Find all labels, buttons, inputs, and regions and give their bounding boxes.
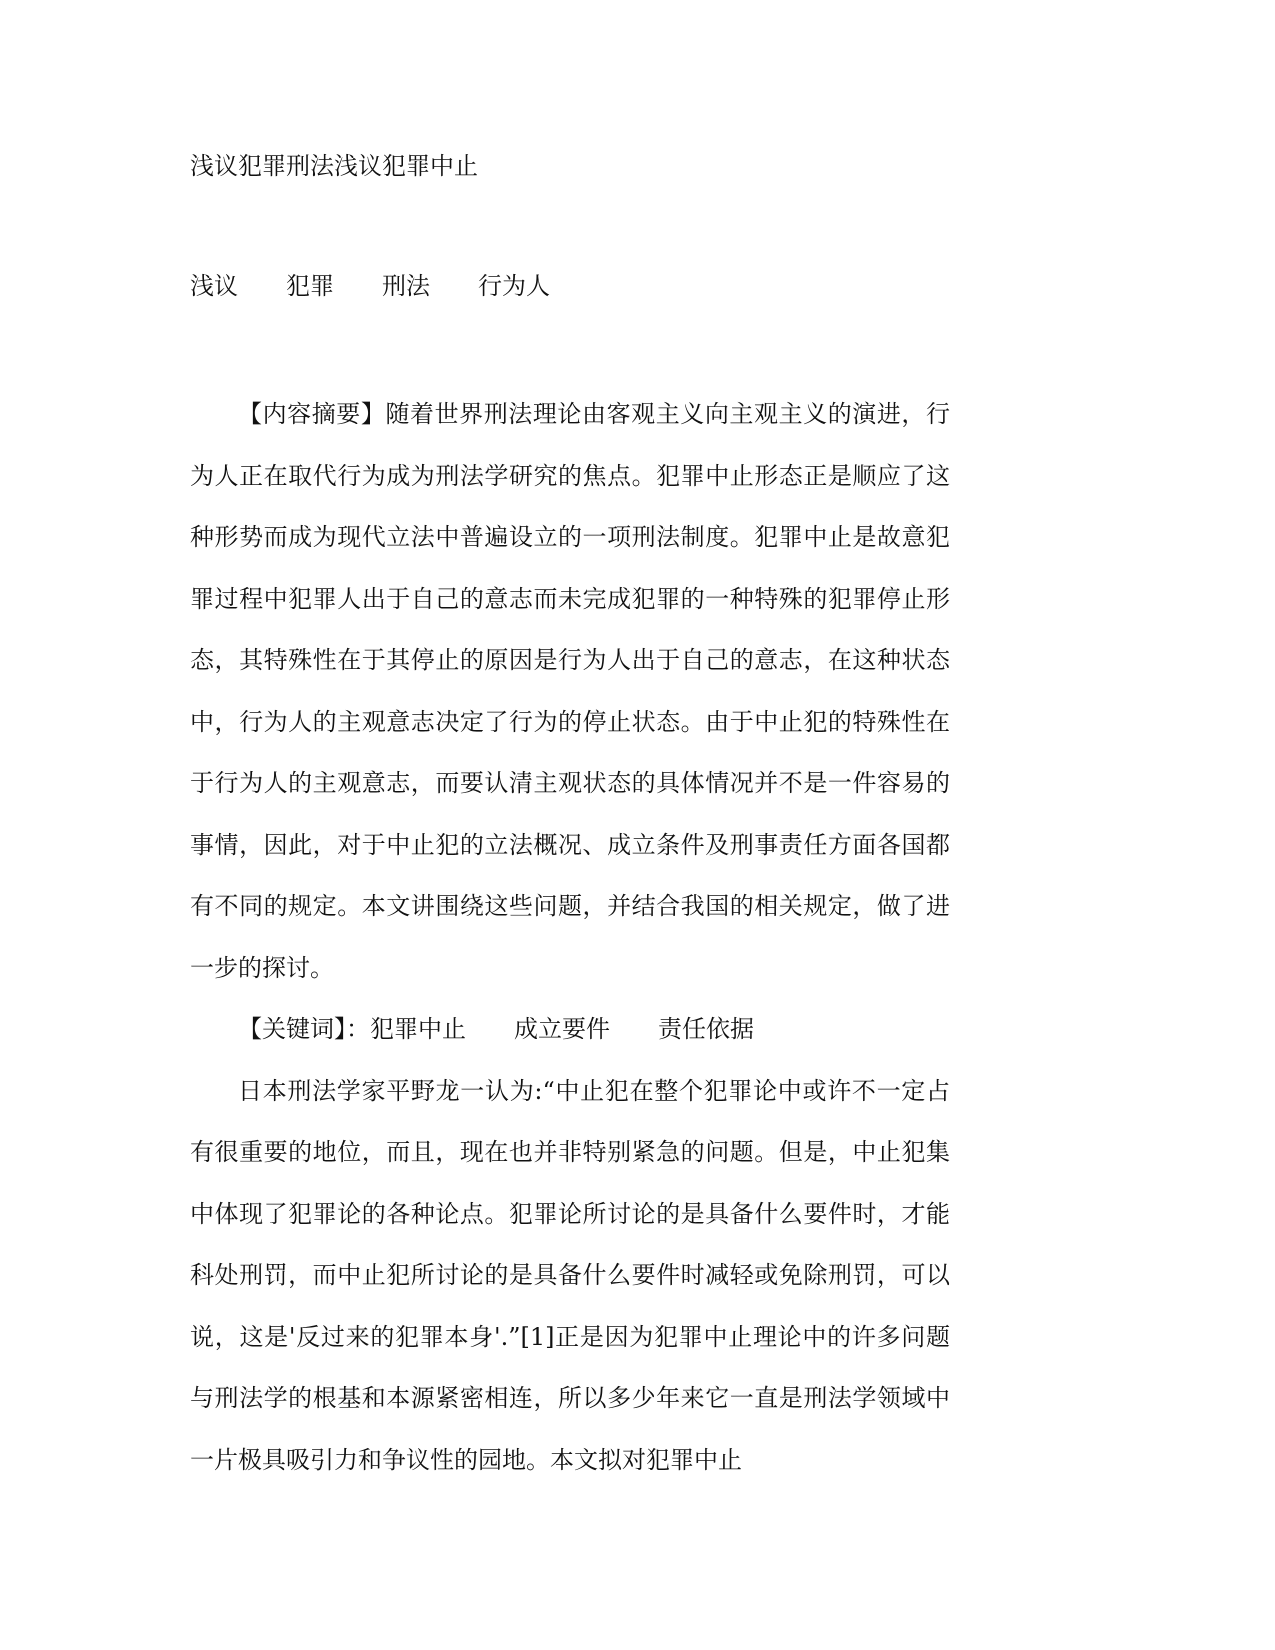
- tag-item: 刑法: [382, 272, 430, 300]
- abstract-label: 【内容摘要】: [238, 400, 386, 428]
- keywords-line: [190, 999, 950, 1061]
- tag-item: 犯罪: [286, 272, 334, 300]
- keywords-label: 【关键词】：: [238, 1015, 370, 1043]
- keyword-item: 犯罪中止: [370, 1015, 466, 1043]
- body-paragraph: 日本刑法学家平野龙一认为:“中止犯在整个犯罪论中或许不一定占有很重要的地位，而且，现在也并非特别紧急的问题。但是，中止犯集中体现了犯罪论的各种论点。犯罪论所讨论的是具备什么要件时，才能科处刑罚，而中止犯所讨论的是具备什么要件时减轻或免除刑罚，可以说，这是'反过来的犯罪本身'.”[1]正是因为犯罪中止理论中的许多问题与刑法学的根基和本源紧密相连，所以多少年来它一直是刑法学领域中一片极具吸引力和争议性的园地。本文拟对犯罪中止: [190, 1076, 950, 1474]
- document-title: 浅议犯罪刑法浅议犯罪中止: [190, 152, 478, 180]
- keyword-item: 成立要件: [514, 1015, 610, 1043]
- tag-item: 浅议: [190, 272, 238, 300]
- abstract-text: 随着世界刑法理论由客观主义向主观主义的演进，行为人正在取代行为成为刑法学研究的焦点。犯罪中止形态正是顺应了这种形势而成为现代立法中普遍设立的一项刑法制度。犯罪中止是故意犯罪过程中犯罪人出于自己的意志而未完成犯罪的一种特殊的犯罪停止形态，其特殊性在于其停止的原因是行为人出于自己的意志，在这种状态中，行为人的主观意志决定了行为的停止状态。由于中止犯的特殊性在于行为人的主观意志，而要认清主观状态的具体情况并不是一件容易的事情，因此，对于中止犯的立法概况、成立条件及刑事责任方面各国都有不同的规定。本文讲围绕这些问题，并结合我国的相关规定，做了进一步的探讨。: [190, 400, 951, 982]
- keyword-item: 责任依据: [658, 1015, 754, 1043]
- abstract-paragraph: [190, 384, 950, 999]
- document-body: [190, 384, 950, 1491]
- tag-item: 行为人: [478, 272, 550, 300]
- tag-line: [190, 270, 550, 302]
